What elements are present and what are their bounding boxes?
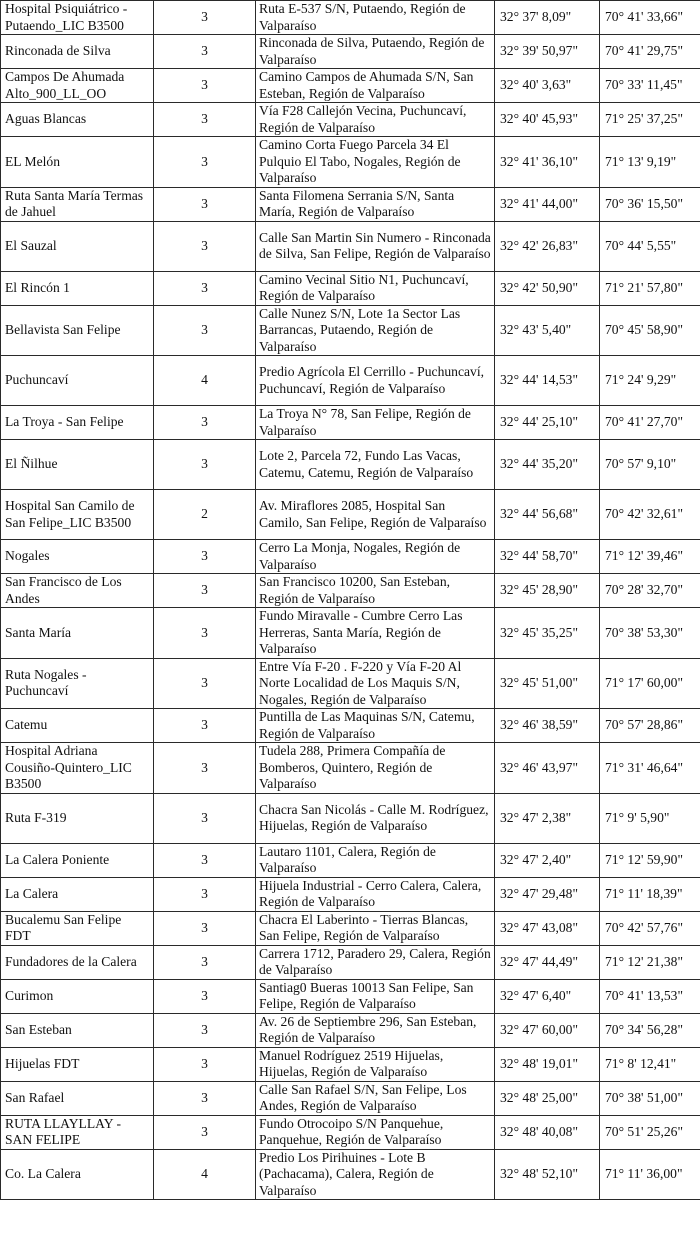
site-count-cell: 3 xyxy=(154,540,256,574)
latitude-cell: 32° 40' 3,63" xyxy=(495,69,600,103)
site-address-cell: Hijuela Industrial - Cerro Calera, Calera, Región de Valparaíso xyxy=(256,877,495,911)
site-name-cell: Hospital San Camilo de San Felipe_LIC B3500 xyxy=(1,490,154,540)
table-row xyxy=(1,440,700,490)
site-count-cell: 3 xyxy=(154,35,256,69)
table-row xyxy=(1,1149,700,1200)
latitude-cell: 32° 44' 35,20" xyxy=(495,440,600,490)
latitude-cell: 32° 47' 60,00" xyxy=(495,1013,600,1047)
site-address-cell: Santiag0 Bueras 10013 San Felipe, San Felipe, Región de Valparaíso xyxy=(256,979,495,1013)
site-count-cell: 4 xyxy=(154,1149,256,1200)
site-count-cell: 3 xyxy=(154,877,256,911)
site-address-cell: Entre Vía F-20 . F-220 y Vía F-20 Al Norte Localidad de Los Maquis S/N, Nogales, Región de Valparaíso xyxy=(256,658,495,709)
longitude-cell: 70° 33' 11,45" xyxy=(600,69,700,103)
longitude-cell: 71° 8' 12,41" xyxy=(600,1047,700,1081)
table-row xyxy=(1,35,700,69)
longitude-cell: 70° 42' 57,76" xyxy=(600,911,700,945)
site-name-cell: San Francisco de Los Andes xyxy=(1,574,154,608)
latitude-cell: 32° 42' 50,90" xyxy=(495,271,600,305)
table-row xyxy=(1,540,700,574)
site-name-cell: Ruta F-319 xyxy=(1,793,154,843)
site-count-cell: 3 xyxy=(154,979,256,1013)
table-row xyxy=(1,1115,700,1149)
site-name-cell: San Esteban xyxy=(1,1013,154,1047)
table-row xyxy=(1,406,700,440)
longitude-cell: 70° 41' 29,75" xyxy=(600,35,700,69)
site-count-cell: 3 xyxy=(154,1115,256,1149)
site-name-cell: Santa María xyxy=(1,608,154,659)
site-count-cell: 3 xyxy=(154,221,256,271)
table-row xyxy=(1,843,700,877)
site-count-cell: 3 xyxy=(154,187,256,221)
site-count-cell: 3 xyxy=(154,440,256,490)
table-row xyxy=(1,1047,700,1081)
latitude-cell: 32° 48' 25,00" xyxy=(495,1081,600,1115)
longitude-cell: 70° 28' 32,70" xyxy=(600,574,700,608)
site-address-cell: Cerro La Monja, Nogales, Región de Valparaíso xyxy=(256,540,495,574)
table-row xyxy=(1,911,700,945)
site-count-cell: 3 xyxy=(154,658,256,709)
site-count-cell: 3 xyxy=(154,945,256,979)
site-name-cell: El Sauzal xyxy=(1,221,154,271)
latitude-cell: 32° 40' 45,93" xyxy=(495,103,600,137)
site-address-cell: Chacra El Laberinto - Tierras Blancas, San Felipe, Región de Valparaíso xyxy=(256,911,495,945)
table-row xyxy=(1,356,700,406)
site-address-cell: Lote 2, Parcela 72, Fundo Las Vacas, Catemu, Catemu, Región de Valparaíso xyxy=(256,440,495,490)
latitude-cell: 32° 39' 50,97" xyxy=(495,35,600,69)
site-address-cell: Chacra San Nicolás - Calle M. Rodríguez, Hijuelas, Región de Valparaíso xyxy=(256,793,495,843)
site-count-cell: 3 xyxy=(154,1013,256,1047)
site-count-cell: 3 xyxy=(154,1047,256,1081)
latitude-cell: 32° 46' 43,97" xyxy=(495,743,600,794)
site-address-cell: Calle San Martin Sin Numero - Rinconada de Silva, San Felipe, Región de Valparaíso xyxy=(256,221,495,271)
site-address-cell: Ruta E-537 S/N, Putaendo, Región de Valparaíso xyxy=(256,1,495,35)
site-count-cell: 3 xyxy=(154,1081,256,1115)
site-count-cell: 3 xyxy=(154,608,256,659)
site-count-cell: 3 xyxy=(154,305,256,356)
site-address-cell: Manuel Rodríguez 2519 Hijuelas, Hijuelas, Región de Valparaíso xyxy=(256,1047,495,1081)
table-row xyxy=(1,221,700,271)
site-count-cell: 3 xyxy=(154,1,256,35)
table-row xyxy=(1,793,700,843)
site-address-cell: Camino Corta Fuego Parcela 34 El Pulquio El Tabo, Nogales, Región de Valparaíso xyxy=(256,137,495,188)
site-address-cell: Lautaro 1101, Calera, Región de Valparaíso xyxy=(256,843,495,877)
latitude-cell: 32° 45' 28,90" xyxy=(495,574,600,608)
longitude-cell: 70° 41' 33,66" xyxy=(600,1,700,35)
longitude-cell: 71° 12' 39,46" xyxy=(600,540,700,574)
site-address-cell: Puntilla de Las Maquinas S/N, Catemu, Región de Valparaíso xyxy=(256,709,495,743)
table-row xyxy=(1,137,700,188)
latitude-cell: 32° 48' 40,08" xyxy=(495,1115,600,1149)
latitude-cell: 32° 44' 25,10" xyxy=(495,406,600,440)
site-name-cell: San Rafael xyxy=(1,1081,154,1115)
longitude-cell: 70° 41' 13,53" xyxy=(600,979,700,1013)
site-address-cell: Fundo Miravalle - Cumbre Cerro Las Herreras, Santa María, Región de Valparaíso xyxy=(256,608,495,659)
latitude-cell: 32° 47' 43,08" xyxy=(495,911,600,945)
site-name-cell: Hospital Adriana Cousiño-Quintero_LIC B3500 xyxy=(1,743,154,794)
latitude-cell: 32° 47' 29,48" xyxy=(495,877,600,911)
longitude-cell: 71° 11' 36,00" xyxy=(600,1149,700,1200)
site-name-cell: Ruta Santa María Termas de Jahuel xyxy=(1,187,154,221)
table-row xyxy=(1,709,700,743)
table-row xyxy=(1,103,700,137)
latitude-cell: 32° 37' 8,09" xyxy=(495,1,600,35)
longitude-cell: 71° 12' 21,38" xyxy=(600,945,700,979)
longitude-cell: 71° 12' 59,90" xyxy=(600,843,700,877)
site-address-cell: Av. 26 de Septiembre 296, San Esteban, Región de Valparaíso xyxy=(256,1013,495,1047)
longitude-cell: 71° 21' 57,80" xyxy=(600,271,700,305)
site-name-cell: Puchuncaví xyxy=(1,356,154,406)
site-address-cell: Predio Los Pirihuines - Lote B (Pachacama), Calera, Región de Valparaíso xyxy=(256,1149,495,1200)
site-name-cell: Rinconada de Silva xyxy=(1,35,154,69)
site-name-cell: Nogales xyxy=(1,540,154,574)
site-name-cell: Bucalemu San Felipe FDT xyxy=(1,911,154,945)
site-address-cell: Av. Miraflores 2085, Hospital San Camilo, San Felipe, Región de Valparaíso xyxy=(256,490,495,540)
latitude-cell: 32° 47' 44,49" xyxy=(495,945,600,979)
site-name-cell: Hijuelas FDT xyxy=(1,1047,154,1081)
latitude-cell: 32° 48' 52,10" xyxy=(495,1149,600,1200)
site-name-cell: Co. La Calera xyxy=(1,1149,154,1200)
latitude-cell: 32° 44' 58,70" xyxy=(495,540,600,574)
site-count-cell: 3 xyxy=(154,793,256,843)
longitude-cell: 70° 42' 32,61" xyxy=(600,490,700,540)
site-name-cell: RUTA LLAYLLAY - SAN FELIPE xyxy=(1,1115,154,1149)
site-name-cell: Fundadores de la Calera xyxy=(1,945,154,979)
table-row xyxy=(1,658,700,709)
site-address-cell: Fundo Otrocoipo S/N Panquehue, Panquehue, Región de Valparaíso xyxy=(256,1115,495,1149)
latitude-cell: 32° 42' 26,83" xyxy=(495,221,600,271)
site-name-cell: El Rincón 1 xyxy=(1,271,154,305)
longitude-cell: 71° 9' 5,90" xyxy=(600,793,700,843)
longitude-cell: 70° 41' 27,70" xyxy=(600,406,700,440)
table-row xyxy=(1,490,700,540)
site-name-cell: El Ñilhue xyxy=(1,440,154,490)
site-address-cell: Calle Nunez S/N, Lote 1a Sector Las Barrancas, Putaendo, Región de Valparaíso xyxy=(256,305,495,356)
table-row xyxy=(1,608,700,659)
longitude-cell: 70° 34' 56,28" xyxy=(600,1013,700,1047)
latitude-cell: 32° 44' 14,53" xyxy=(495,356,600,406)
longitude-cell: 70° 57' 28,86" xyxy=(600,709,700,743)
latitude-cell: 32° 47' 2,40" xyxy=(495,843,600,877)
site-address-cell: Santa Filomena Serrania S/N, Santa María, Región de Valparaíso xyxy=(256,187,495,221)
site-name-cell: EL Melón xyxy=(1,137,154,188)
latitude-cell: 32° 44' 56,68" xyxy=(495,490,600,540)
latitude-cell: 32° 43' 5,40" xyxy=(495,305,600,356)
latitude-cell: 32° 41' 44,00" xyxy=(495,187,600,221)
site-count-cell: 4 xyxy=(154,356,256,406)
site-count-cell: 3 xyxy=(154,271,256,305)
longitude-cell: 70° 36' 15,50" xyxy=(600,187,700,221)
longitude-cell: 71° 17' 60,00" xyxy=(600,658,700,709)
sites-table-body xyxy=(1,1,700,1200)
longitude-cell: 71° 13' 9,19" xyxy=(600,137,700,188)
site-address-cell: San Francisco 10200, San Esteban, Región de Valparaíso xyxy=(256,574,495,608)
site-count-cell: 3 xyxy=(154,709,256,743)
table-row xyxy=(1,979,700,1013)
longitude-cell: 70° 57' 9,10" xyxy=(600,440,700,490)
site-name-cell: Catemu xyxy=(1,709,154,743)
longitude-cell: 71° 31' 46,64" xyxy=(600,743,700,794)
site-address-cell: Predio Agrícola El Cerrillo - Puchuncaví, Puchuncaví, Región de Valparaíso xyxy=(256,356,495,406)
site-name-cell: La Calera xyxy=(1,877,154,911)
site-count-cell: 3 xyxy=(154,103,256,137)
table-row xyxy=(1,574,700,608)
table-row xyxy=(1,69,700,103)
site-name-cell: La Calera Poniente xyxy=(1,843,154,877)
longitude-cell: 70° 51' 25,26" xyxy=(600,1115,700,1149)
site-count-cell: 3 xyxy=(154,137,256,188)
site-address-cell: Vía F28 Callejón Vecina, Puchuncaví, Región de Valparaíso xyxy=(256,103,495,137)
site-count-cell: 2 xyxy=(154,490,256,540)
site-address-cell: Tudela 288, Primera Compañía de Bomberos, Quintero, Región de Valparaíso xyxy=(256,743,495,794)
table-row xyxy=(1,305,700,356)
site-address-cell: Calle San Rafael S/N, San Felipe, Los Andes, Región de Valparaíso xyxy=(256,1081,495,1115)
table-row xyxy=(1,1081,700,1115)
latitude-cell: 32° 45' 51,00" xyxy=(495,658,600,709)
site-count-cell: 3 xyxy=(154,574,256,608)
latitude-cell: 32° 41' 36,10" xyxy=(495,137,600,188)
latitude-cell: 32° 48' 19,01" xyxy=(495,1047,600,1081)
longitude-cell: 70° 45' 58,90" xyxy=(600,305,700,356)
longitude-cell: 70° 38' 53,30" xyxy=(600,608,700,659)
longitude-cell: 71° 11' 18,39" xyxy=(600,877,700,911)
site-name-cell: Curimon xyxy=(1,979,154,1013)
longitude-cell: 70° 38' 51,00" xyxy=(600,1081,700,1115)
site-count-cell: 3 xyxy=(154,69,256,103)
site-address-cell: Camino Vecinal Sitio N1, Puchuncaví, Región de Valparaíso xyxy=(256,271,495,305)
site-count-cell: 3 xyxy=(154,743,256,794)
latitude-cell: 32° 47' 2,38" xyxy=(495,793,600,843)
table-row xyxy=(1,1013,700,1047)
table-row xyxy=(1,945,700,979)
table-row xyxy=(1,743,700,794)
latitude-cell: 32° 47' 6,40" xyxy=(495,979,600,1013)
site-address-cell: La Troya N° 78, San Felipe, Región de Valparaíso xyxy=(256,406,495,440)
longitude-cell: 71° 24' 9,29" xyxy=(600,356,700,406)
site-name-cell: Hospital Psiquiátrico - Putaendo_LIC B3500 xyxy=(1,1,154,35)
site-count-cell: 3 xyxy=(154,406,256,440)
site-count-cell: 3 xyxy=(154,843,256,877)
site-name-cell: Aguas Blancas xyxy=(1,103,154,137)
site-address-cell: Carrera 1712, Paradero 29, Calera, Región de Valparaíso xyxy=(256,945,495,979)
latitude-cell: 32° 45' 35,25" xyxy=(495,608,600,659)
site-count-cell: 3 xyxy=(154,911,256,945)
site-address-cell: Camino Campos de Ahumada S/N, San Esteban, Región de Valparaíso xyxy=(256,69,495,103)
table-row xyxy=(1,271,700,305)
site-name-cell: Campos De Ahumada Alto_900_LL_OO xyxy=(1,69,154,103)
site-name-cell: La Troya - San Felipe xyxy=(1,406,154,440)
site-address-cell: Rinconada de Silva, Putaendo, Región de Valparaíso xyxy=(256,35,495,69)
site-name-cell: Bellavista San Felipe xyxy=(1,305,154,356)
table-row xyxy=(1,877,700,911)
longitude-cell: 70° 44' 5,55" xyxy=(600,221,700,271)
table-row xyxy=(1,1,700,35)
table-row xyxy=(1,187,700,221)
site-name-cell: Ruta Nogales - Puchuncaví xyxy=(1,658,154,709)
latitude-cell: 32° 46' 38,59" xyxy=(495,709,600,743)
longitude-cell: 71° 25' 37,25" xyxy=(600,103,700,137)
